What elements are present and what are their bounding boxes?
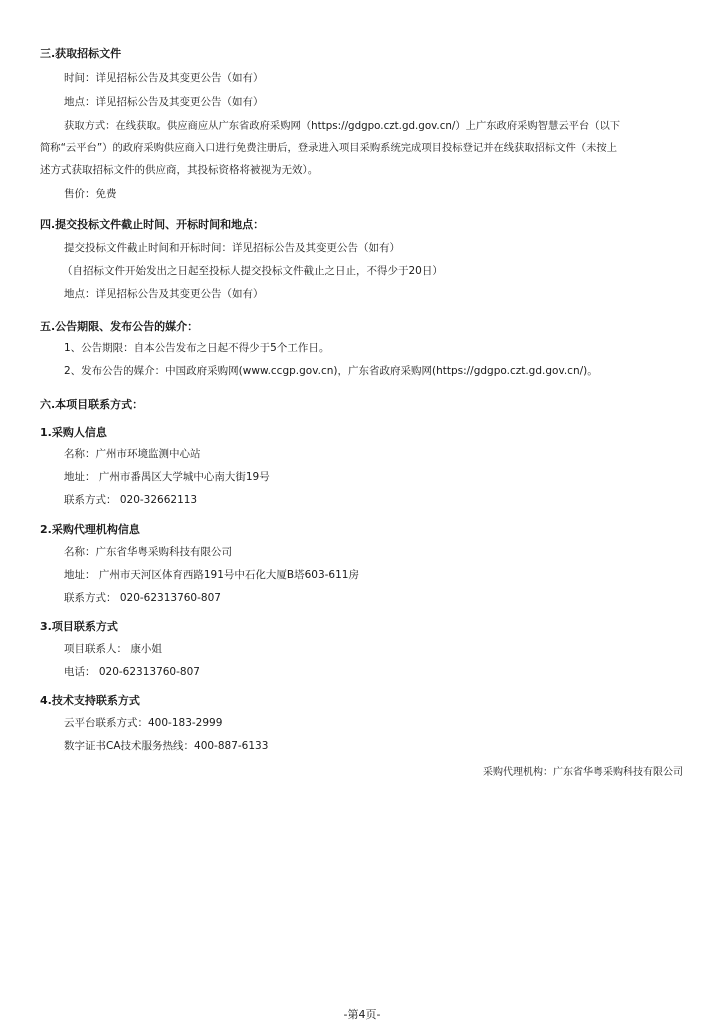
page-number: -第4页- [343,1008,381,1021]
section-4-heading: 四.提交投标文件截止时间、开标时间和地点： [40,218,265,231]
sec3-time: 时间：详见招标公告及其变更公告（如有） [64,72,264,84]
purchaser-name: 名称：广州市环境监测中心站 [64,448,201,460]
agency-address: 地址： 广州市天河区体育西路191号中石化大厦B塔603-611房 [64,569,359,581]
section-5-heading: 五.公告期限、发布公告的媒介： [40,320,199,333]
sec4-deadline: 提交投标文件截止时间和开标时间：详见招标公告及其变更公告（如有） [64,242,400,254]
purchaser-heading: 1.采购人信息 [40,426,107,439]
project-contact-heading: 3.项目联系方式 [40,620,118,633]
sec3-method-line1: 获取方式：在线获取。供应商应从广东省政府采购网（https://gdgpo.czt.gd.gov.cn/）上广东政府采购智慧云平台（以下 [64,120,621,132]
section-3-heading: 三.获取招标文件 [40,47,122,60]
agency-name: 名称：广东省华粤采购科技有限公司 [64,546,232,558]
project-contact-person: 项目联系人： 康小姐 [64,643,162,655]
sec3-method-line2: 简称“云平台”）的政府采购供应商入口进行免费注册后，登录进入项目采购系统完成项目投标登记并在线获取招标文件（未按上 [40,142,617,154]
section-6-heading: 六.本项目联系方式： [40,398,144,411]
agency-heading: 2.采购代理机构信息 [40,523,140,536]
project-contact-phone: 电话： 020-62313760-807 [64,666,200,678]
sec4-place: 地点：详见招标公告及其变更公告（如有） [64,288,264,300]
sec3-method-line3: 述方式获取招标文件的供应商，其投标资格将被视为无效）。 [40,164,319,176]
agency-contact: 联系方式： 020-62313760-807 [64,592,221,604]
purchaser-address: 地址： 广州市番禺区大学城中心南大街19号 [64,471,270,483]
tech-support-ca: 数字证书CA技术服务热线：400-887-6133 [64,740,269,752]
tech-support-heading: 4.技术支持联系方式 [40,694,140,707]
purchaser-contact: 联系方式： 020-32662113 [64,494,198,506]
sec3-price: 售价：免费 [64,188,117,200]
sec4-note: （自招标文件开始发出之日起至投标人提交投标文件截止之日止，不得少于20日） [62,265,443,277]
agency-signature: 采购代理机构：广东省华粤采购科技有限公司 [483,767,683,778]
sec5-item-2: 2、发布公告的媒介：中国政府采购网(www.ccgp.gov.cn)，广东省政府采购网(https://gdgpo.czt.gd.gov.cn/)。 [64,365,598,377]
sec3-place: 地点：详见招标公告及其变更公告（如有） [64,96,264,108]
sec5-item-1: 1、公告期限：自本公告发布之日起不得少于5个工作日。 [64,342,330,354]
tech-support-cloud: 云平台联系方式：400-183-2999 [64,717,223,729]
